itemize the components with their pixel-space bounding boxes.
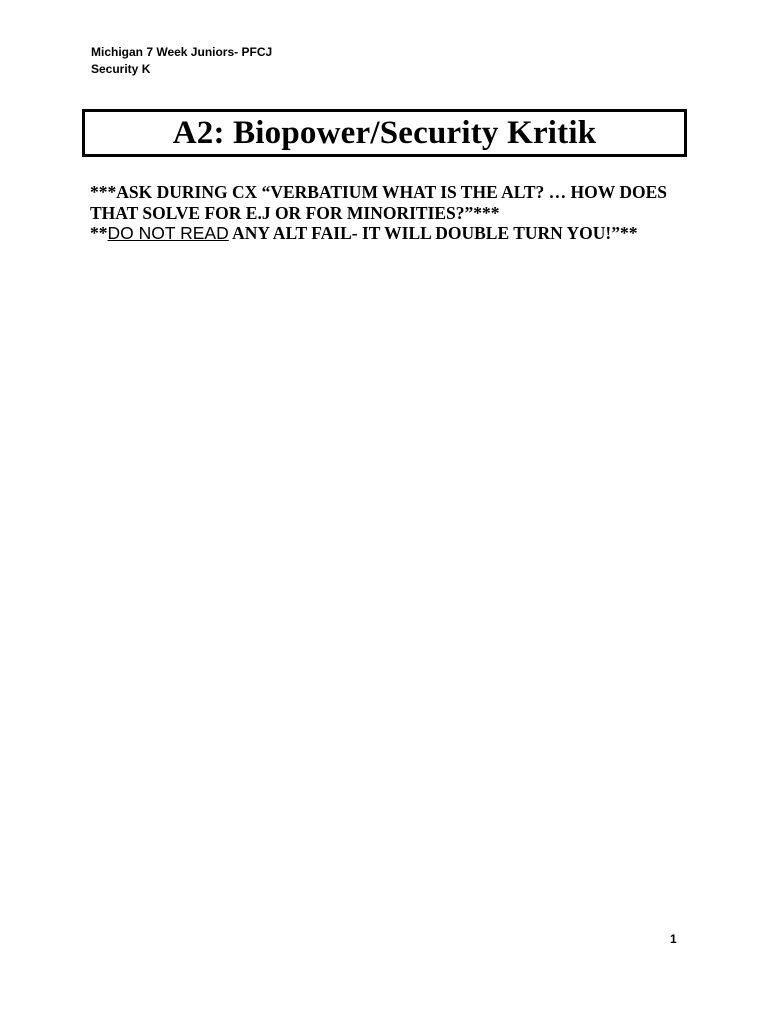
page-number: 1 — [670, 932, 677, 946]
instruction-notes — [90, 182, 690, 244]
header-line-course: Michigan 7 Week Juniors- PFCJ — [91, 45, 273, 59]
title-box — [82, 109, 687, 157]
warning-prefix: ** — [90, 223, 108, 243]
header-line-file: Security K — [91, 62, 151, 76]
alt-fail-warning — [90, 223, 690, 244]
warning-underlined: DO NOT READ — [107, 223, 229, 243]
cx-instruction: ***ASK DURING CX “VERBATIUM WHAT IS THE ALT? … HOW DOES THAT SOLVE FOR E.J OR FOR MINORITIES?”*** — [90, 182, 667, 223]
document-header — [91, 44, 272, 78]
warning-suffix: ANY ALT FAIL- IT WILL DOUBLE TURN YOU!”** — [228, 223, 638, 243]
page-title: A2: Biopower/Security Kritik — [172, 114, 597, 151]
